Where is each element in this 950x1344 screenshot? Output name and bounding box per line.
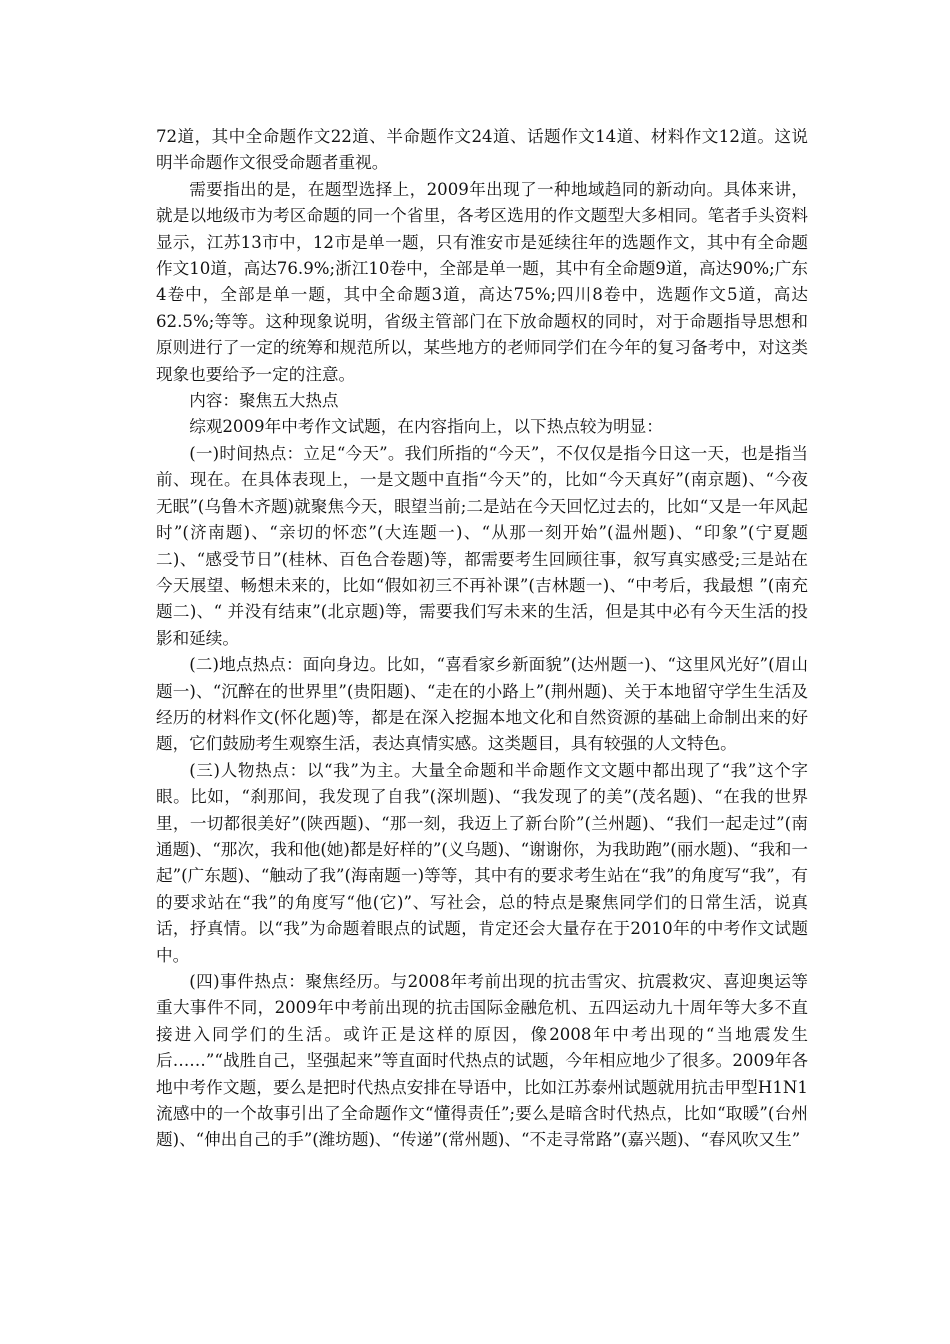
paragraph-event-hotspot: (四)事件热点：聚焦经历。与2008年考前出现的抗击雪灾、抗震救灾、喜迎奥运等重大事件不同，2009年中考前出现的抗击国际金融危机、五四运动九十周年等大多不直接进入同学们的生活。或许正是这样的原因，像2008年中考出现的“当地震发生后……”“战胜自己，坚强起来”等直面时代热点的试题，今年相应地少了很多。2009年各地中考作文题，要么是把时代热点安排在导语中，比如江苏泰州试题就用抗击甲型H1N1流感中的一个故事引出了全命题作文“懂得责任”;要么是暗含时代热点，比如“取暖”(台州题)、“伸出自己的手”(潍坊题)、“传递”(常州题)、“不走寻常路”(嘉兴题)、“春风吹又生”	[156, 972, 808, 1150]
document-body	[156, 124, 808, 1154]
paragraph-2: 需要指出的是，在题型选择上，2009年出现了一种地域趋同的新动向。具体来讲，就是以地级市为考区命题的同一个省里，各考区选用的作文题型大多相同。笔者手头资料显示，江苏13市中，12市是单一题，只有淮安市是延续往年的选题作文，其中有全命题作文10道，高达76.9%;浙江10卷中，全部是单一题，其中有全命题9道，高达90%;广东4卷中，全部是单一题，其中全命题3道，高达75%;四川8卷中，选题作文5道，高达62.5%;等等。这种现象说明，省级主管部门在下放命题权的同时，对于命题指导思想和原则进行了一定的统筹和规范所以，某些地方的老师同学们在今年的复习备考中，对这类现象也要给予一定的注意。	[156, 179, 808, 384]
paragraph-3: 综观2009年中考作文试题，在内容指向上，以下热点较为明显：	[189, 417, 663, 437]
paragraph-1: 72道，其中全命题作文22道、半命题作文24道、话题作文14道、材料作文12道。这说明半命题作文很受命题者重视。	[156, 127, 808, 173]
paragraph-place-hotspot: (二)地点热点：面向身边。比如，“喜看家乡新面貌”(达州题一)、“这里风光好”(眉山题一)、“沉醉在的世界里”(贵阳题)、“走在的小路上”(荆州题)、关于本地留守学生生活及经历的材料作文(怀化题)等，都是在深入挖掘本地文化和自然资源的基础上命制出来的好题，它们鼓励考生观察生活，表达真情实感。这类题目，具有较强的人文特色。	[156, 655, 808, 754]
paragraph-person-hotspot: (三)人物热点：以“我”为主。大量全命题和半命题作文文题中都出现了“我”这个字眼。比如，“刹那间，我发现了自我”(深圳题)、“我发现了的美”(茂名题)、“在我的世界里，一切都很美好”(陕西题)、“那一刻，我迈上了新台阶”(兰州题)、“我们一起走过”(南通题)、“那次，我和他(她)都是好样的”(义乌题)、“谢谢你，为我助跑”(丽水题)、“我和一起”(广东题)、“触动了我”(海南题一)等等，其中有的要求考生站在“我”的角度写“我”，有的要求站在“我”的角度写“他(它)”、写社会，总的特点是聚焦同学们的日常生活，说真话，抒真情。以“我”为命题着眼点的试题，肯定还会大量存在于2010年的中考作文试题中。	[156, 760, 808, 965]
section-heading-content: 内容：聚焦五大热点	[189, 391, 339, 411]
paragraph-time-hotspot: (一)时间热点：立足“今天”。我们所指的“今天”，不仅仅是指今日这一天，也是指当前、现在。在具体表现上，一是文题中直指“今天”的，比如“今天真好”(南京题)、“今夜无眠”(乌鲁木齐题)就聚焦今天，眼望当前;二是站在今天回忆过去的，比如“又是一年风起时”(济南题)、“亲切的怀恋”(大连题一)、“从那一刻开始”(温州题)、“印象”(宁夏题二)、“感受节日”(桂林、百色合卷题)等，都需要考生回顾往事，叙写真实感受;三是站在今天展望、畅想未来的，比如“假如初三不再补课”(吉林题一)、“中考后，我最想 ”(南充题二)、“ 并没有结束”(北京题)等，需要我们写未来的生活，但是其中必有今天生活的投影和延续。	[156, 443, 808, 648]
